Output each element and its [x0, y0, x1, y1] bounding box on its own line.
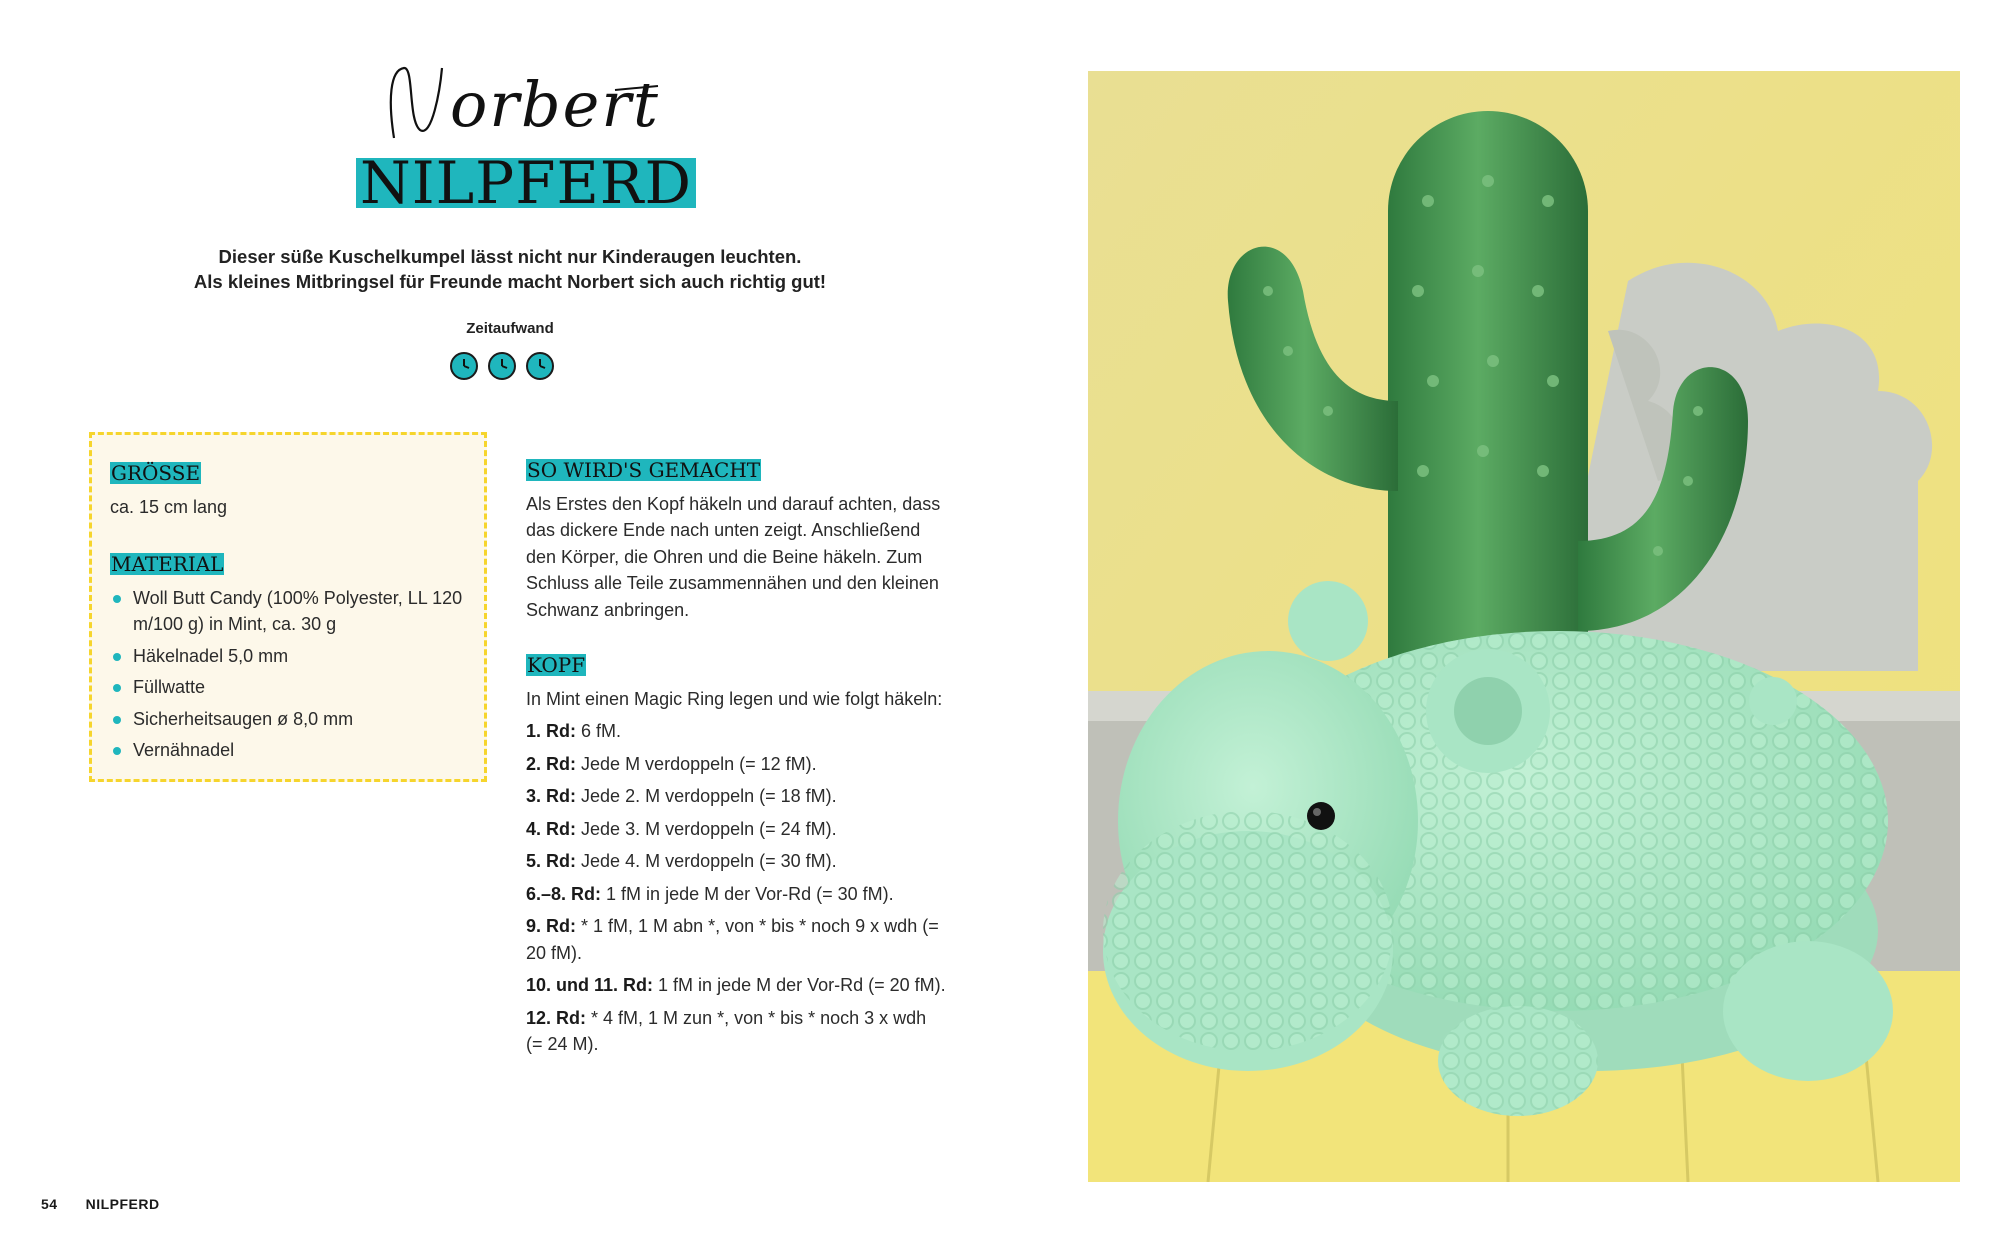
list-item: Füllwatte — [110, 674, 470, 701]
size-value: ca. 15 cm lang — [110, 496, 228, 517]
script-name-visible: orbert — [450, 68, 660, 141]
round-row: 12. Rd: * 4 fM, 1 M zun *, von * bis * noch 3 x wdh (= 24 M). — [526, 1007, 927, 1054]
materials-box — [89, 432, 487, 782]
page-number: 54 — [41, 1196, 58, 1212]
bullet-icon — [113, 653, 121, 661]
title-wrap — [356, 149, 696, 217]
round-row: 6.–8. Rd: 1 fM in jede M der Vor-Rd (= 30 fM). — [526, 883, 894, 904]
list-item: Häkelnadel 5,0 mm — [110, 643, 470, 670]
head-intro: In Mint einen Magic Ring legen und wie folgt häkeln: — [526, 688, 943, 709]
round-row: 10. und 11. Rd: 1 fM in jede M der Vor-Rd (= 20 fM). — [526, 975, 946, 995]
size-heading: GRÖSSE — [111, 461, 201, 485]
round-row: 5. Rd: Jede 4. M verdoppeln (= 30 fM). — [526, 851, 837, 871]
how-text: Als Erstes den Kopf häkeln und darauf achten, dass das dickere Ende nach unten zeigt. Anschließend den Körper, die Ohren und die Beine häkeln. Zum Schluss alle Teile zusammennähen und den kleinen Schwanz anbringen. — [526, 493, 941, 620]
script-name — [380, 50, 740, 160]
hippo-photo — [1088, 71, 1960, 1182]
page-title: NILPFERD — [356, 158, 696, 208]
intro-line-2: Als kleines Mitbringsel für Freunde macht Norbert sich auch richtig gut! — [193, 271, 827, 292]
how-heading: SO WIRD'S GEMACHT — [527, 458, 761, 482]
list-item: Vernähnadel — [110, 737, 470, 764]
round-row: 3. Rd: Jede 2. M verdoppeln (= 18 fM). — [526, 786, 837, 806]
time-effort-label: Zeitaufwand — [466, 320, 554, 337]
round-list — [526, 718, 946, 1058]
hippo-photo-illustration — [1088, 71, 1960, 1182]
bullet-icon — [113, 684, 121, 692]
round-row: 2. Rd: Jede M verdoppeln (= 12 fM). — [526, 753, 817, 774]
page-footer — [41, 1196, 160, 1212]
round-row: 4. Rd: Jede 3. M verdoppeln (= 24 fM). — [526, 818, 837, 839]
intro-line-1: Dieser süße Kuschelkumpel lässt nicht nur Kinderaugen leuchten. — [218, 246, 802, 267]
bullet-icon — [113, 747, 121, 755]
head-heading: KOPF — [527, 653, 586, 677]
material-heading: MATERIAL — [111, 552, 224, 576]
bullet-icon — [113, 595, 121, 603]
bullet-icon — [113, 716, 121, 724]
round-row: 1. Rd: 6 fM. — [526, 721, 622, 741]
clock-icon — [450, 352, 478, 380]
list-item: Woll Butt Candy (100% Polyester, LL 120 m/100 g) in Mint, ca. 30 g — [110, 585, 470, 638]
clock-icon — [526, 352, 554, 380]
material-list — [110, 585, 470, 764]
clock-icon — [488, 352, 516, 380]
running-title: NILPFERD — [85, 1196, 160, 1212]
round-row: 9. Rd: * 1 fM, 1 M abn *, von * bis * noch 9 x wdh (= 20 fM). — [526, 916, 939, 963]
instructions-column — [526, 458, 946, 1064]
time-effort-rating — [450, 352, 554, 380]
intro-text — [150, 244, 870, 294]
list-item: Sicherheitsaugen ø 8,0 mm — [110, 706, 470, 733]
